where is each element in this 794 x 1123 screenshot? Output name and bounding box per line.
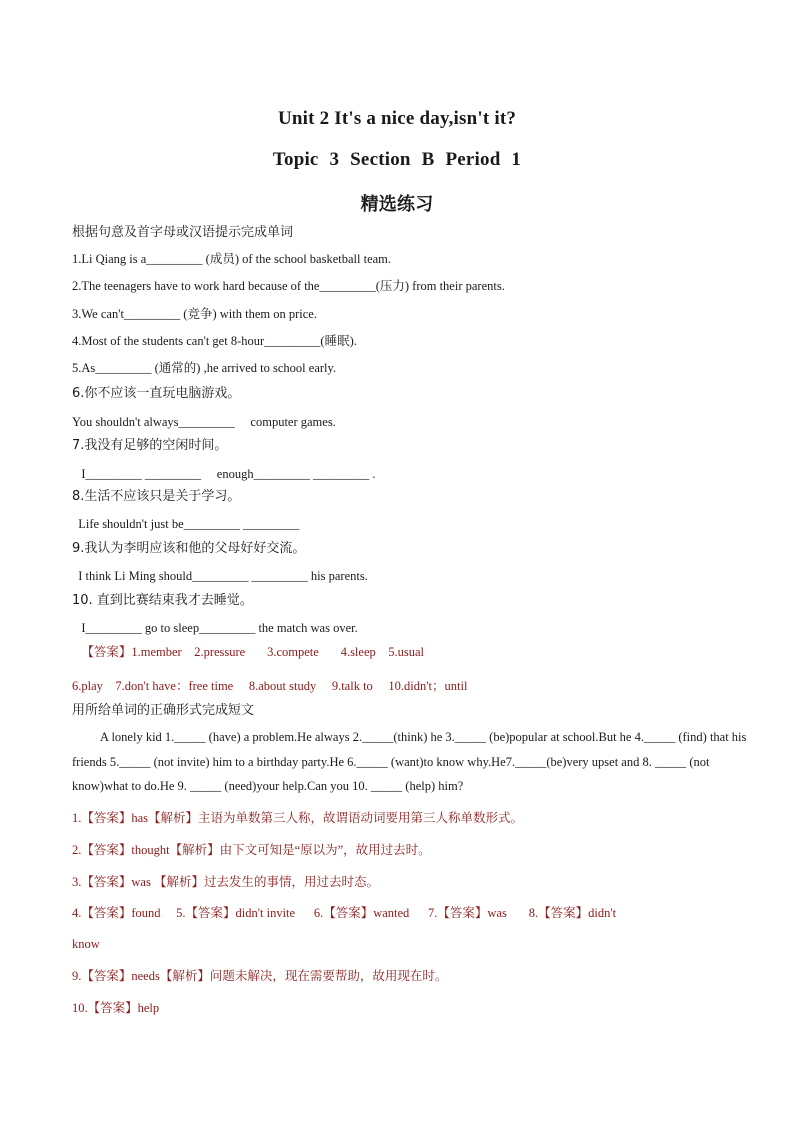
question-6-chinese: 6.你不应该一直玩电脑游戏。: [72, 386, 241, 401]
answer-9-explanation: 9.【答案】needs【解析】问题未解决，现在需要帮助，故用现在时。: [72, 969, 448, 983]
question-8-english: Life shouldn't just be_________ _________: [72, 517, 300, 531]
answer-key-line-2: 6.play 7.don't have：free time 8.about study 9.talk to 10.didn't；until: [72, 679, 468, 693]
question-5: 5.As_________ (通常的) ,he arrived to school early.: [72, 361, 337, 375]
part1-instruction: 根据句意及首字母或汉语提示完成单词: [72, 225, 294, 240]
question-3: 3.We can't_________ (竞争) with them on price.: [72, 307, 317, 321]
question-10-chinese: 10. 直到比赛结束我才去睡觉。: [72, 593, 253, 608]
answer-1-explanation: 1.【答案】has【解析】主语为单数第三人称，故谓语动词要用第三人称单数形式。: [72, 811, 524, 825]
question-1: 1.Li Qiang is a_________ (成员) of the school basketball team.: [72, 252, 392, 266]
answer-2-explanation: 2.【答案】thought【解析】由下文可知是“原以为”，故用过去时。: [72, 843, 431, 857]
question-2: 2.The teenagers have to work hard because of the_________(压力) from their parents.: [72, 279, 505, 293]
question-9-english: I think Li Ming should_________ _________ his parents.: [72, 569, 368, 583]
answer-10: 10.【答案】help: [72, 1001, 160, 1015]
topic-title: Topic 3 Section B Period 1: [272, 149, 522, 170]
question-8-chinese: 8.生活不应该只是关于学习。: [72, 489, 241, 504]
cloze-passage-text: A lonely kid 1._____ (have) a problem.He always 2._____(think) he 3._____ (be)popular at school.But he 4._____ (find) that his friends 5._____ (not invite) him to a birthday party.He 6._____ (want)to know why.He7._____(be)very upset and 8. _____ (not know)what to do.He 9. _____ (need)your help.Can you 10. _____ (help) him?: [72, 730, 747, 793]
question-6-english: You shouldn't always_________ computer games.: [72, 415, 336, 429]
question-9-chinese: 9.我认为李明应该和他的父母好好交流。: [72, 541, 306, 556]
question-10-english: I_________ go to sleep_________ the match was over.: [72, 621, 358, 635]
answers-4-to-8: 4.【答案】found 5.【答案】didn't invite 6.【答案】wanted 7.【答案】was 8.【答案】didn't: [72, 906, 617, 920]
answers-4-to-8-continued: know: [72, 937, 100, 951]
practice-heading: 精选练习: [360, 194, 434, 215]
question-4: 4.Most of the students can't get 8-hour_________(睡眠).: [72, 334, 357, 348]
question-7-english: I_________ _________ enough_________ _________ .: [72, 467, 376, 481]
answer-3-explanation: 3.【答案】was 【解析】过去发生的事情，用过去时态。: [72, 875, 379, 889]
answer-key-line-1: 【答案】1.member 2.pressure 3.compete 4.sleep 5.usual: [72, 645, 425, 659]
question-7-chinese: 7.我没有足够的空闲时间。: [72, 438, 228, 453]
unit-title: Unit 2 It's a nice day,isn't it?: [277, 108, 517, 129]
cloze-passage: [72, 725, 748, 799]
part2-instruction: 用所给单词的正确形式完成短文: [72, 703, 255, 718]
